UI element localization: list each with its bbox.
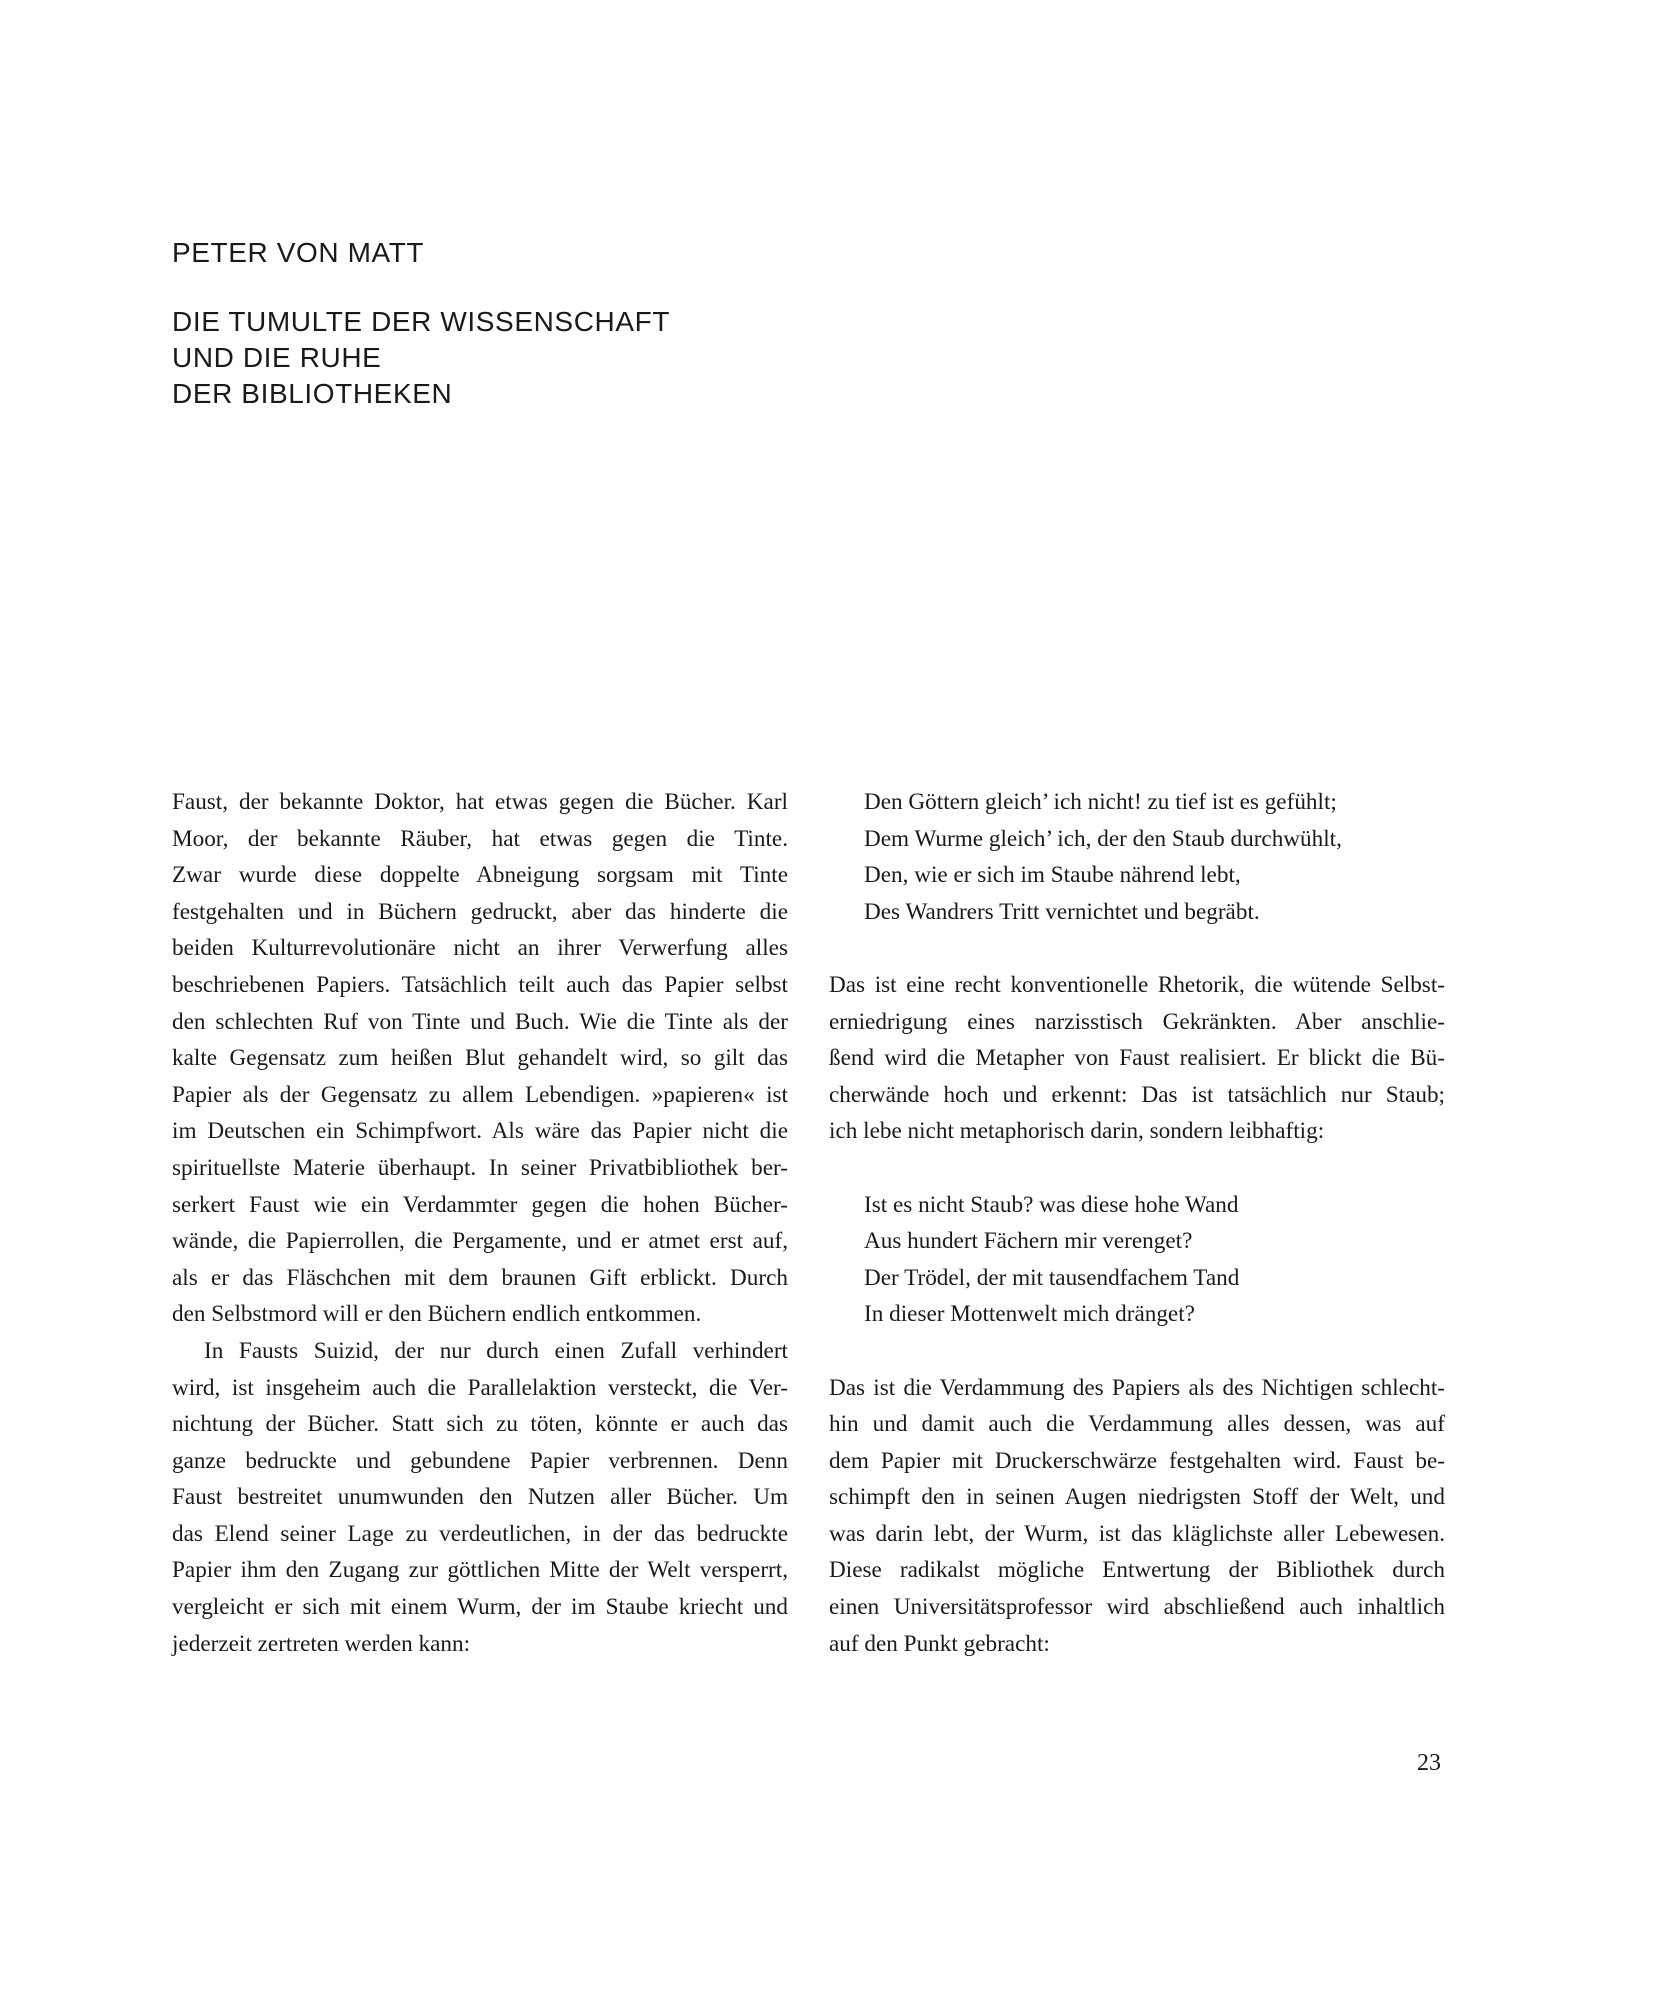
text-line: In Fausts Suizid, der nur durch einen Zufall verhindert <box>204 1337 788 1364</box>
text-line: den schlechten Ruf von Tinte und Buch. Wie die Tinte als der <box>172 1008 788 1035</box>
text-line: Das ist die Verdammung des Papiers als des Nichtigen schlecht- <box>829 1374 1445 1401</box>
author-name: PETER VON MATT <box>172 237 425 268</box>
title-line: DER BIBLIOTHEKEN <box>172 378 453 409</box>
text-line: kalte Gegensatz zum heißen Blut gehandelt wird, so gilt das <box>172 1045 788 1072</box>
paragraph <box>829 967 1445 1150</box>
text-line: Faust, der bekannte Doktor, hat etwas gegen die Bücher. Karl <box>172 789 788 815</box>
verse-line: Den Göttern gleich’ ich nicht! zu tief ist es gefühlt; <box>864 789 1337 815</box>
text-line: Diese radikalst mögliche Entwertung der Bibliothek durch <box>829 1557 1445 1584</box>
spacer <box>829 1333 1445 1370</box>
text-line: ganze bedruckte und gebundene Papier verbrennen. Denn <box>172 1447 788 1474</box>
paragraph <box>829 1370 1445 1663</box>
text-line: schimpft den in seinen Augen niedrigsten Stoff der Welt, und <box>829 1484 1445 1511</box>
verse-line: Ist es nicht Staub? was diese hohe Wand <box>864 1191 1239 1218</box>
text-line: erniedrigung eines narzisstisch Gekränkten. Aber anschlie- <box>829 1008 1445 1035</box>
verse-line: In dieser Mottenwelt mich dränget? <box>864 1301 1195 1328</box>
text-line: Moor, der bekannte Räuber, hat etwas gegen die Tinte. <box>172 825 788 852</box>
text-line: was darin lebt, der Wurm, ist das kläglichste aller Lebewesen. <box>829 1520 1445 1547</box>
text-line: den Selbstmord will er den Büchern endlich entkommen. <box>172 1301 702 1328</box>
text-line: Faust bestreitet unumwunden den Nutzen aller Bücher. Um <box>172 1484 788 1511</box>
text-line: Das ist eine recht konventionelle Rhetorik, die wütende Selbst- <box>829 971 1445 998</box>
text-line: beschriebenen Papiers. Tatsächlich teilt auch das Papier selbst <box>172 971 788 998</box>
text-line: im Deutschen ein Schimpfwort. Als wäre das Papier nicht die <box>172 1118 788 1145</box>
verse-quote <box>829 784 1445 930</box>
page-number: 23 <box>1417 1750 1441 1776</box>
text-line: auf den Punkt gebracht: <box>829 1630 1050 1657</box>
verse-quote <box>829 1187 1445 1333</box>
text-line: jederzeit zertreten werden kann: <box>172 1630 471 1657</box>
verse-line: Der Trödel, der mit tausendfachem Tand <box>864 1264 1240 1291</box>
text-line: cherwände hoch und erkennt: Das ist tatsächlich nur Staub; <box>829 1081 1445 1108</box>
text-line: beiden Kulturrevolutionäre nicht an ihrer Verwerfung alles <box>172 935 788 962</box>
text-line: spirituellste Materie überhaupt. In seiner Privatbibliothek ber- <box>172 1154 788 1181</box>
text-line: festgehalten und in Büchern gedruckt, aber das hinderte die <box>172 898 788 925</box>
text-line: wände, die Papierrollen, die Pergamente, und er atmet erst auf, <box>172 1228 788 1255</box>
text-line: Papier als der Gegensatz zu allem Lebendigen. »papieren« ist <box>172 1081 788 1108</box>
text-line: vergleicht er sich mit einem Wurm, der im Staube kriecht und <box>172 1594 788 1621</box>
right-text-column <box>829 784 1445 1662</box>
text-line: serkert Faust wie ein Verdammter gegen die hohen Bücher- <box>172 1191 788 1218</box>
text-line: nichtung der Bücher. Statt sich zu töten, könnte er auch das <box>172 1411 788 1438</box>
verse-line: Dem Wurme gleich’ ich, der den Staub durchwühlt, <box>864 825 1342 852</box>
spacer <box>829 930 1445 967</box>
verse-line: Aus hundert Fächern mir verenget? <box>864 1228 1193 1255</box>
verse-line: Den, wie er sich im Staube nährend lebt, <box>864 862 1241 889</box>
text-line: ich lebe nicht metaphorisch darin, sondern leibhaftig: <box>829 1118 1325 1145</box>
text-line: das Elend seiner Lage zu verdeutlichen, in der das bedruckte <box>172 1520 788 1547</box>
text-line: hin und damit auch die Verdammung alles dessen, was auf <box>829 1411 1445 1438</box>
text-line: wird, ist insgeheim auch die Parallelaktion versteckt, die Ver- <box>172 1374 788 1401</box>
spacer <box>829 1150 1445 1187</box>
text-line: als er das Fläschchen mit dem braunen Gift erblickt. Durch <box>172 1264 788 1291</box>
verse-line: Des Wandrers Tritt vernichtet und begräbt. <box>864 898 1260 925</box>
text-line: Papier ihm den Zugang zur göttlichen Mitte der Welt versperrt, <box>172 1557 788 1584</box>
text-line: einen Universitätsprofessor wird abschließend auch inhaltlich <box>829 1594 1445 1621</box>
paragraph <box>172 784 788 1333</box>
title-line: DIE TUMULTE DER WISSENSCHAFT <box>172 306 671 337</box>
text-line: dem Papier mit Druckerschwärze festgehalten wird. Faust be- <box>829 1447 1445 1474</box>
text-line: ßend wird die Metapher von Faust realisiert. Er blickt die Bü- <box>829 1045 1445 1072</box>
title-line: UND DIE RUHE <box>172 342 382 373</box>
text-line: Zwar wurde diese doppelte Abneigung sorgsam mit Tinte <box>172 862 788 889</box>
article-title <box>172 304 670 412</box>
paragraph <box>172 1333 788 1662</box>
left-text-column <box>172 784 788 1662</box>
